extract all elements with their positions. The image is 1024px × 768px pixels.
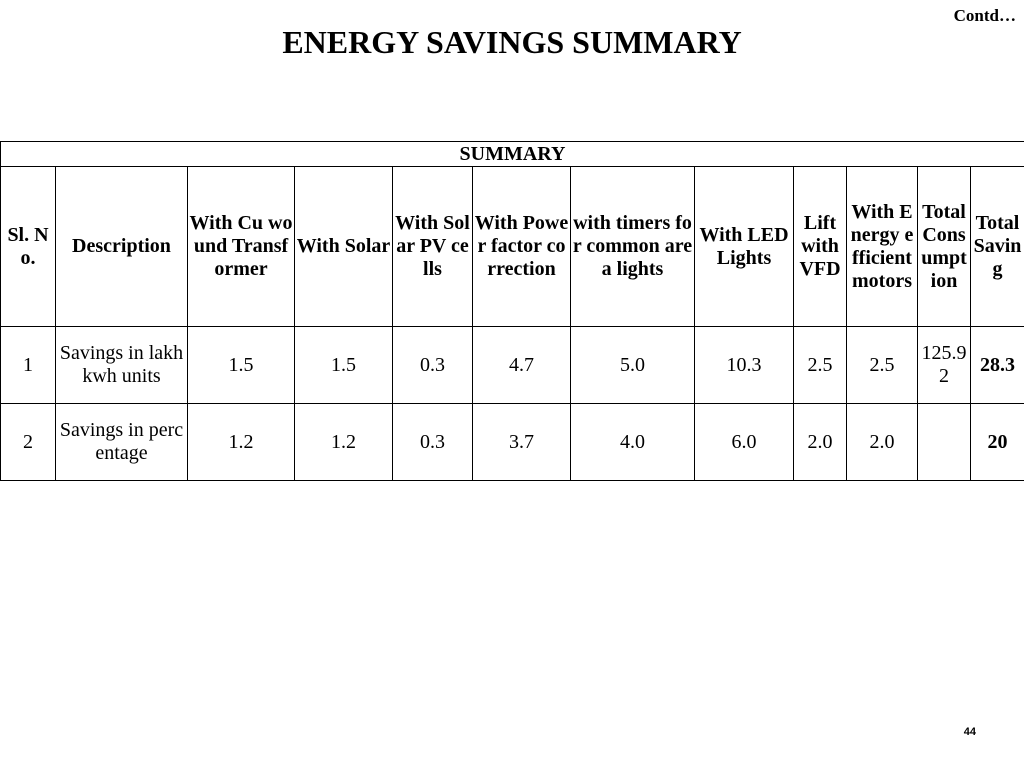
cell-value: 1.2 (188, 404, 295, 481)
cell-value (918, 404, 971, 481)
cell-value: 2.0 (847, 404, 918, 481)
cell-value: 2.5 (794, 327, 847, 404)
table-header-row (1, 167, 1024, 327)
cell-sl-no: 1 (1, 327, 56, 404)
header-lift-vfd: Lift with VFD (794, 167, 847, 327)
cell-value: 125.92 (918, 327, 971, 404)
header-solar: With Solar (295, 167, 393, 327)
header-total-saving: Total Saving (971, 167, 1024, 327)
cell-sl-no: 2 (1, 404, 56, 481)
cell-value: 2.0 (794, 404, 847, 481)
cell-value: 3.7 (473, 404, 571, 481)
table-caption-row (1, 142, 1024, 167)
cell-value: 4.7 (473, 327, 571, 404)
page-number: 44 (963, 726, 976, 738)
table-row (1, 327, 1024, 404)
header-solar-pv-cells: With Solar PV cells (393, 167, 473, 327)
cell-value: 1.5 (295, 327, 393, 404)
cell-value: 0.3 (393, 404, 473, 481)
header-led-lights: With LED Lights (695, 167, 794, 327)
cell-description: Savings in lakh kwh units (56, 327, 188, 404)
cell-value: 5.0 (571, 327, 695, 404)
table-row (1, 404, 1024, 481)
cell-value: 1.2 (295, 404, 393, 481)
cell-value: 4.0 (571, 404, 695, 481)
contd-label: Contd… (953, 6, 1016, 25)
summary-table (0, 141, 1024, 481)
header-energy-efficient-motors: With Energy efficient motors (847, 167, 918, 327)
header-description: Description (56, 167, 188, 327)
header-sl-no: Sl. No. (1, 167, 56, 327)
cell-value: 10.3 (695, 327, 794, 404)
page-title: ENERGY SAVINGS SUMMARY (282, 24, 742, 60)
cell-value: 6.0 (695, 404, 794, 481)
header-cu-wound-transformer: With Cu wound Transformer (188, 167, 295, 327)
header-total-consumption: Total Consumption (918, 167, 971, 327)
header-timers-common-area-lights: with timers for common area lights (571, 167, 695, 327)
table-caption: SUMMARY (1, 142, 1024, 167)
cell-value: 2.5 (847, 327, 918, 404)
cell-total-saving: 20 (971, 404, 1024, 481)
cell-value: 0.3 (393, 327, 473, 404)
header-power-factor-correction: With Power factor correction (473, 167, 571, 327)
cell-value: 1.5 (188, 327, 295, 404)
cell-description: Savings in percentage (56, 404, 188, 481)
cell-total-saving: 28.3 (971, 327, 1024, 404)
